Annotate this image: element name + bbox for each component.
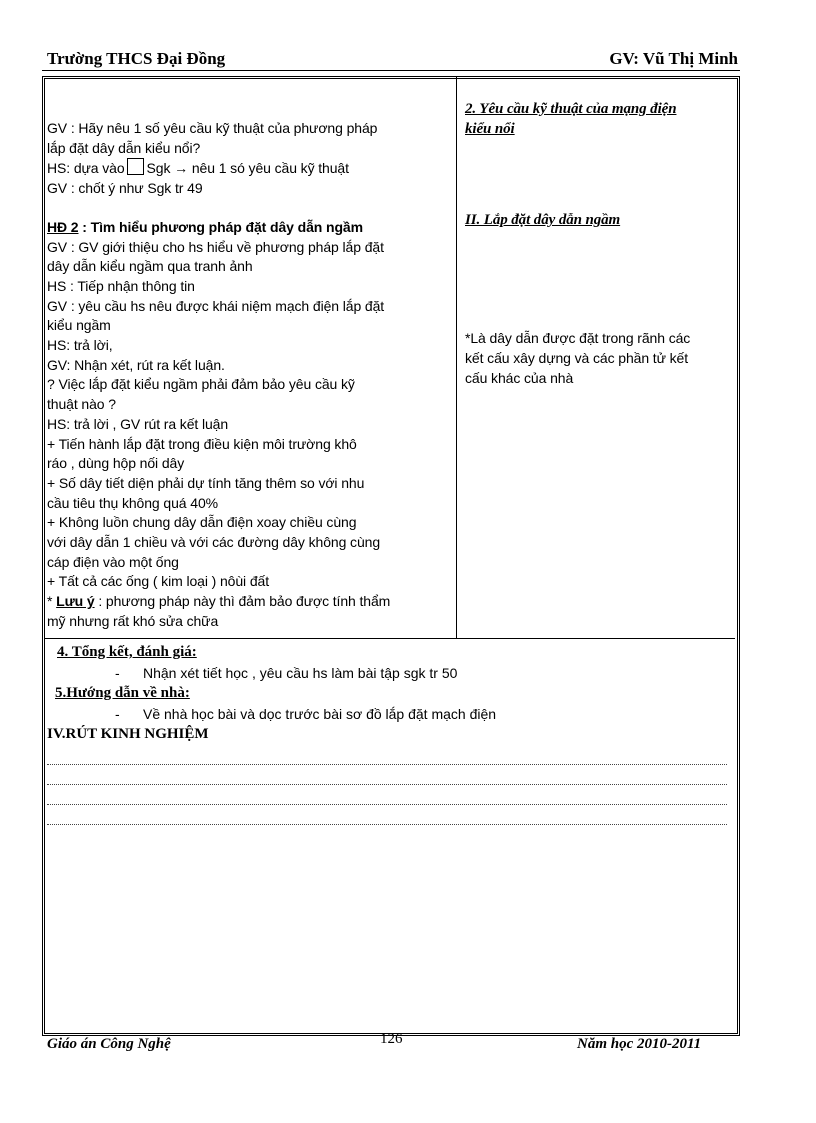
footer-subject: Giáo án Công Nghệ bbox=[47, 1036, 171, 1052]
section-heading: II. Lắp đặt dây dẫn ngầm bbox=[465, 212, 621, 229]
activity-line: lắp đặt dây dẫn kiểu nổi? bbox=[47, 139, 201, 156]
activity-line: ráo , dùng hộp nối dây bbox=[47, 455, 185, 472]
homework-item: - Về nhà học bài và dọc trước bài sơ đồ lắp đặt mạch điện bbox=[115, 705, 497, 722]
activity-heading: HĐ 2 : Tìm hiểu phương pháp đặt dây dẫn ngầm bbox=[47, 218, 363, 235]
activity-line: GV : GV giới thiệu cho hs hiểu về phương pháp lắp đặt bbox=[47, 238, 384, 255]
activity-line: GV: Nhận xét, rút ra kết luận. bbox=[47, 356, 225, 373]
activity-line: với dây dẫn 1 chiều và với các đường dây không cùng bbox=[47, 534, 381, 551]
section-heading: 2. Yêu cầu kỹ thuật của mạng điện bbox=[465, 101, 677, 117]
activity-line: + Tất cả các ống ( kim loại ) nôùi đất bbox=[47, 573, 269, 590]
column-divider bbox=[456, 76, 457, 639]
closing-section bbox=[47, 642, 737, 825]
content-line: *Là dây dẫn được đặt trong rãnh các bbox=[465, 330, 691, 347]
content-line: kết cấu xây dựng và các phần tử kết bbox=[465, 349, 689, 366]
activity-line: + Tiến hành lắp đặt trong điều kiện môi trường khô bbox=[47, 435, 357, 452]
page-number: 126 bbox=[380, 1031, 403, 1047]
school-name: Trường THCS Đại Đồng bbox=[47, 49, 226, 68]
header-rule bbox=[42, 70, 740, 71]
summary-item: - Nhận xét tiết học , yêu cầu hs làm bài tập sgk tr 50 bbox=[115, 664, 458, 681]
activity-line: thuật nào ? bbox=[47, 396, 116, 413]
summary-title: 4. Tổng kết, đánh giá: bbox=[57, 644, 197, 660]
activity-line: HS: trả lời , GV rút ra kết luận bbox=[47, 415, 229, 432]
book-icon bbox=[127, 158, 144, 175]
activity-line: + Không luồn chung dây dẫn điện xoay chiều cùng bbox=[47, 514, 357, 531]
activity-line: HS: dựa vào Sgk → nêu 1 só yêu cầu kỹ thuật bbox=[47, 160, 349, 177]
experience-title: IV.RÚT KINH NGHIỆM bbox=[47, 726, 209, 742]
activity-line: HS: trả lời, bbox=[47, 337, 113, 354]
section-heading: kiểu nổi bbox=[465, 120, 515, 137]
activity-line: ? Việc lắp đặt kiểu ngầm phải đảm bảo yêu cầu kỹ bbox=[47, 376, 355, 393]
activity-line: mỹ nhưng rất khó sửa chữa bbox=[47, 612, 219, 629]
note-line: * Lưu ý : phương pháp này thì đảm bảo được tính thẩm bbox=[47, 593, 391, 610]
teacher-name: GV: Vũ Thị Minh bbox=[609, 49, 738, 68]
lesson-content bbox=[465, 100, 729, 388]
footer-school-year: Năm học 2010-2011 bbox=[577, 1036, 702, 1052]
activity-line: GV : Hãy nêu 1 số yêu cầu kỹ thuật của phương pháp bbox=[47, 120, 378, 136]
activity-line: cáp điện vào một ống bbox=[47, 553, 179, 570]
table-bottom-left bbox=[45, 638, 456, 639]
activity-line: GV : chốt ý như Sgk tr 49 bbox=[47, 180, 203, 197]
dotted-line bbox=[47, 785, 727, 805]
dotted-line bbox=[47, 765, 727, 785]
homework-title: 5.Hướng dẫn về nhà: bbox=[55, 685, 190, 701]
activity-line: kiểu ngầm bbox=[47, 317, 111, 334]
activity-line: dây dẫn kiểu ngầm qua tranh ảnh bbox=[47, 258, 253, 275]
activity-line: + Số dây tiết diện phải dự tính tăng thêm so với nhu bbox=[47, 474, 365, 491]
dotted-line bbox=[47, 805, 727, 825]
teacher-student-activities bbox=[47, 119, 452, 632]
activity-line: GV : yêu cầu hs nêu được khái niệm mạch điện lắp đặt bbox=[47, 297, 385, 314]
table-bottom-right bbox=[456, 638, 735, 639]
dotted-line bbox=[47, 745, 727, 765]
activity-line: cầu tiêu thụ không quá 40% bbox=[47, 494, 218, 511]
content-line: cấu khác của nhà bbox=[465, 369, 574, 386]
activity-line: HS : Tiếp nhận thông tin bbox=[47, 277, 195, 294]
